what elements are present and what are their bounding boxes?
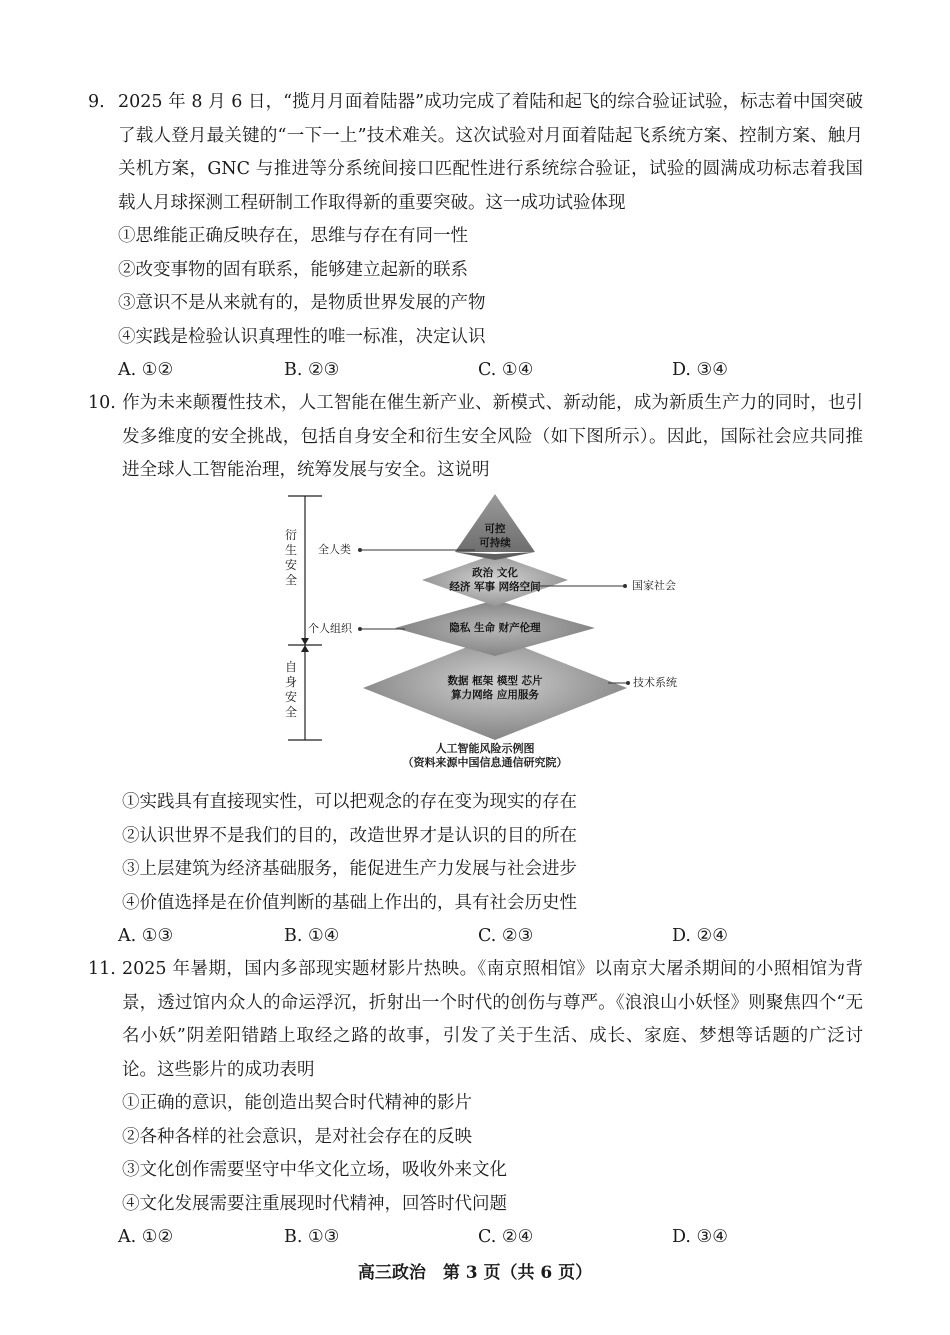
question-9 <box>88 86 863 388</box>
question-10 <box>88 387 863 488</box>
label-derived-security: 衍生安全 <box>284 528 297 587</box>
question-stem: 作为未来颠覆性技术，人工智能在催生新产业、新模式、新动能，成为新质生产力的同时，也引发多维度的安全挑战，包括自身安全和衍生安全风险（如下图所示）。因此，国际社会应共同推进全球人工智能治理，统筹发展与安全。这说明 <box>122 393 863 480</box>
label-intrinsic-security: 自身安全 <box>284 660 297 719</box>
choice-b[interactable]: B. ②③ <box>284 360 340 380</box>
statement-4: ④实践是检验认识真理性的唯一标准，决定认识 <box>118 326 486 347</box>
statement-3: ③上层建筑为经济基础服务，能促进生产力发展与社会进步 <box>122 859 577 879</box>
choice-c[interactable]: C. ①④ <box>478 360 534 380</box>
label-humanity: 全人类 <box>318 543 351 556</box>
statement-3: ③意识不是从来就有的，是物质世界发展的产物 <box>118 293 486 313</box>
figure-caption-title: 人工智能风险示例图 <box>435 742 535 755</box>
choice-b[interactable]: B. ①③ <box>284 1227 340 1247</box>
tier-nation-text: 政治 文化 经济 军事 网络空间 <box>449 567 541 593</box>
choice-a[interactable]: A. ①② <box>118 360 174 380</box>
answer-choices <box>88 1221 863 1255</box>
choice-a[interactable]: A. ①③ <box>118 926 174 946</box>
choice-b[interactable]: B. ①④ <box>284 926 340 946</box>
tier-humanity-text: 可控 可持续 <box>479 523 511 549</box>
choice-d[interactable]: D. ③④ <box>672 360 728 380</box>
question-11 <box>88 953 863 1255</box>
page-footer: 高三政治 第 3 页（共 6 页） <box>357 1263 593 1283</box>
choice-c[interactable]: C. ②③ <box>478 926 534 946</box>
label-nation-society: 国家社会 <box>632 579 676 592</box>
choice-a[interactable]: A. ①② <box>118 1227 174 1247</box>
statement-2: ②改变事物的固有联系，能够建立起新的联系 <box>118 259 468 280</box>
figure-caption-source: （资料来源中国信息通信研究院） <box>402 756 568 769</box>
tier-technology-text: 数据 框架 模型 芯片 算力网络 应用服务 <box>447 675 543 701</box>
statement-2: ②各种各样的社会意识，是对社会存在的反映 <box>122 1126 472 1147</box>
question-number: 10. <box>88 393 116 413</box>
statement-4: ④文化发展需要注重展现时代精神，回答时代问题 <box>122 1193 507 1214</box>
choice-d[interactable]: D. ③④ <box>672 1227 728 1247</box>
label-tech-system: 技术系统 <box>633 676 677 689</box>
answer-choices <box>88 354 863 388</box>
ai-risk-pyramid-figure <box>270 488 700 778</box>
question-number: 11. <box>88 959 116 979</box>
answer-choices <box>88 920 863 954</box>
statement-4: ④价值选择是在价值判断的基础上作出的，具有社会历史性 <box>122 892 577 913</box>
label-individual: 个人组织 <box>308 622 352 635</box>
tier-individual-text: 隐私 生命 财产伦理 <box>449 622 541 634</box>
choice-c[interactable]: C. ②④ <box>478 1227 534 1247</box>
question-stem: 2025 年暑期，国内多部现实题材影片热映。《南京照相馆》以南京大屠杀期间的小照相馆为背景，透过馆内众人的命运浮沉，折射出一个时代的创伤与尊严。《浪浪山小妖怪》则聚焦四个“无名小妖”阴差阳错踏上取经之路的故事，引发了关于生活、成长、家庭、梦想等话题的广泛讨论。这些影片的成功表明 <box>122 959 863 1080</box>
statement-3: ③文化创作需要坚守中华文化立场，吸收外来文化 <box>122 1160 507 1180</box>
choice-d[interactable]: D. ②④ <box>672 926 728 946</box>
statement-2: ②认识世界不是我们的目的，改造世界才是认识的目的所在 <box>122 825 577 846</box>
question-stem: 2025 年 8 月 6 日，“揽月月面着陆器”成功完成了着陆和起飞的综合验证试验，标志着中国突破了载人登月最关键的“一下一上”技术难关。这次试验对月面着陆起飞系统方案、控制方案、触月关机方案，GNC 与推进等分系统间接口匹配性进行系统综合验证，试验的圆满成功标志着我国载人月球探测工程研制工作取得新的重要突破。这一成功试验体现 <box>118 92 863 213</box>
question-number: 9. <box>88 92 105 112</box>
statement-1: ①实践具有直接现实性，可以把观念的存在变为现实的存在 <box>122 792 577 812</box>
statement-1: ①思维能正确反映存在，思维与存在有同一性 <box>118 226 468 246</box>
statement-1: ①正确的意识，能创造出契合时代精神的影片 <box>122 1093 472 1113</box>
question-10-options <box>88 786 863 954</box>
